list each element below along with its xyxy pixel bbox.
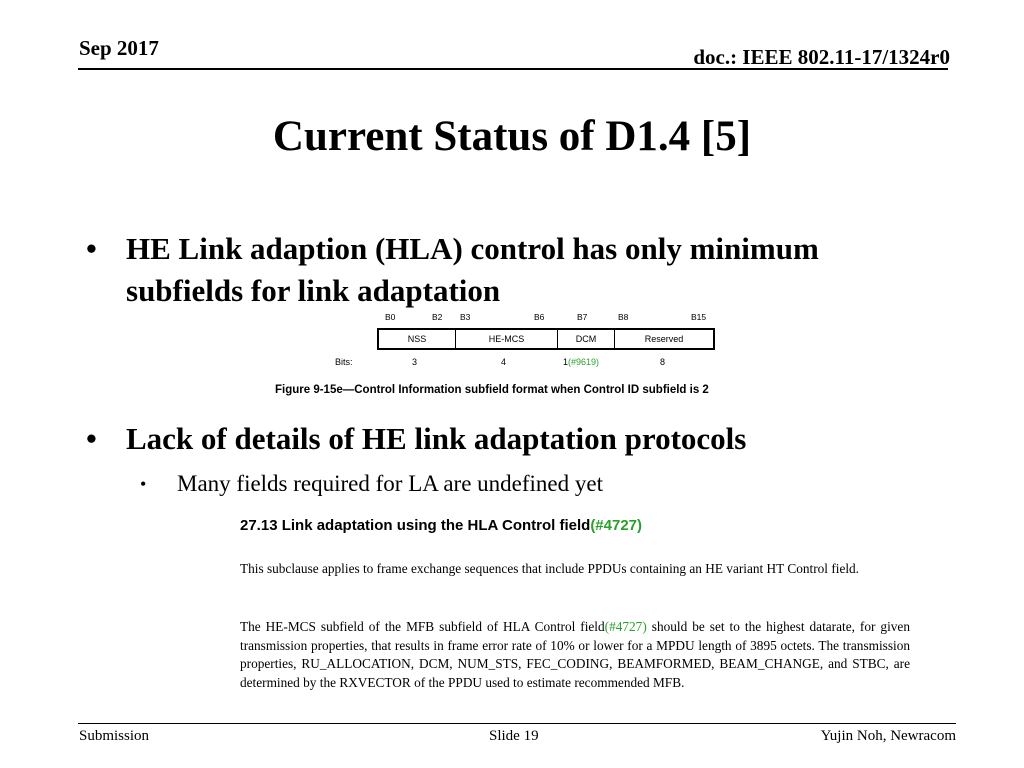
para-ref: (#4727) [604,619,647,634]
bitfield-table [377,328,715,350]
bits-value: 8 [660,357,666,367]
slide-title: Current Status of D1.4 [5] [272,113,752,160]
bullet-text: Lack of details of HE link adaptation protocols [126,421,747,456]
field-reserved: Reserved [644,334,684,344]
bullet-text: HE Link adaption (HLA) control has only minimum subfields for link adaptation [126,231,819,308]
sub-bullet-item [140,468,603,500]
bullet-item-2 [86,418,906,460]
header-divider [78,68,948,70]
bits-row-label: Bits: [335,357,353,367]
spec-paragraph-2: The HE-MCS subfield of the MFB subfield of HLA Control field(#4727) should be set to the highest datarate, for given transmission properties, that results in frame error rate of 10% or lower for a MPDU length of 3895 octets. The transmission properties, RU_ALLOCATION, DCM, NUM_STS, FEC_CODING, BEAMFORMED, BEAM_CHANGE, and STBC, are determined by the RXVECTOR of the PPDU used to estimate recommended MFB. [240,619,910,690]
bit-label: B8 [618,312,629,322]
bits-value: 4 [501,357,507,367]
bit-label: B15 [691,312,707,322]
footer-slide-number: Slide 19 [489,728,539,744]
field-dcm: DCM [558,330,615,348]
bit-label: B0 [385,312,396,322]
sub-bullet-marker: • [140,474,147,494]
bit-label: B3 [460,312,471,322]
footer-submission: Submission [79,728,150,744]
bit-label: B7 [577,312,588,322]
sub-bullet-text: Many fields required for LA are undefined yet [177,471,603,496]
field-nss: NSS [379,330,456,348]
bullet-marker: • [86,421,97,456]
footer-author: Yujin Noh, Newracom [820,728,956,744]
spec-paragraph-1: This subclause applies to frame exchange sequences that include PPDUs containing an HE variant HT Control field. [240,561,860,576]
field-he-mcs: HE-MCS [456,330,558,348]
spec-section-heading: 27.13 Link adaptation using the HLA Control field(#4727) [240,517,643,534]
bits-value: 3 [412,357,418,367]
header-date: Sep 2017 [79,36,159,60]
dcm-ref: (#9619) [568,357,600,367]
bullet-marker: • [86,231,97,266]
bits-value-dcm: 1(#9619) [563,357,600,367]
bit-label: B6 [534,312,545,322]
bullet-item-1 [86,228,906,312]
bit-label: B2 [432,312,443,322]
heading-ref: (#4727) [590,517,643,534]
figure-caption: Figure 9-15e—Control Information subfield format when Control ID subfield is 2 [275,384,709,396]
footer-divider [78,723,956,724]
header-doc-id: doc.: IEEE 802.11-17/1324r0 [693,45,950,69]
